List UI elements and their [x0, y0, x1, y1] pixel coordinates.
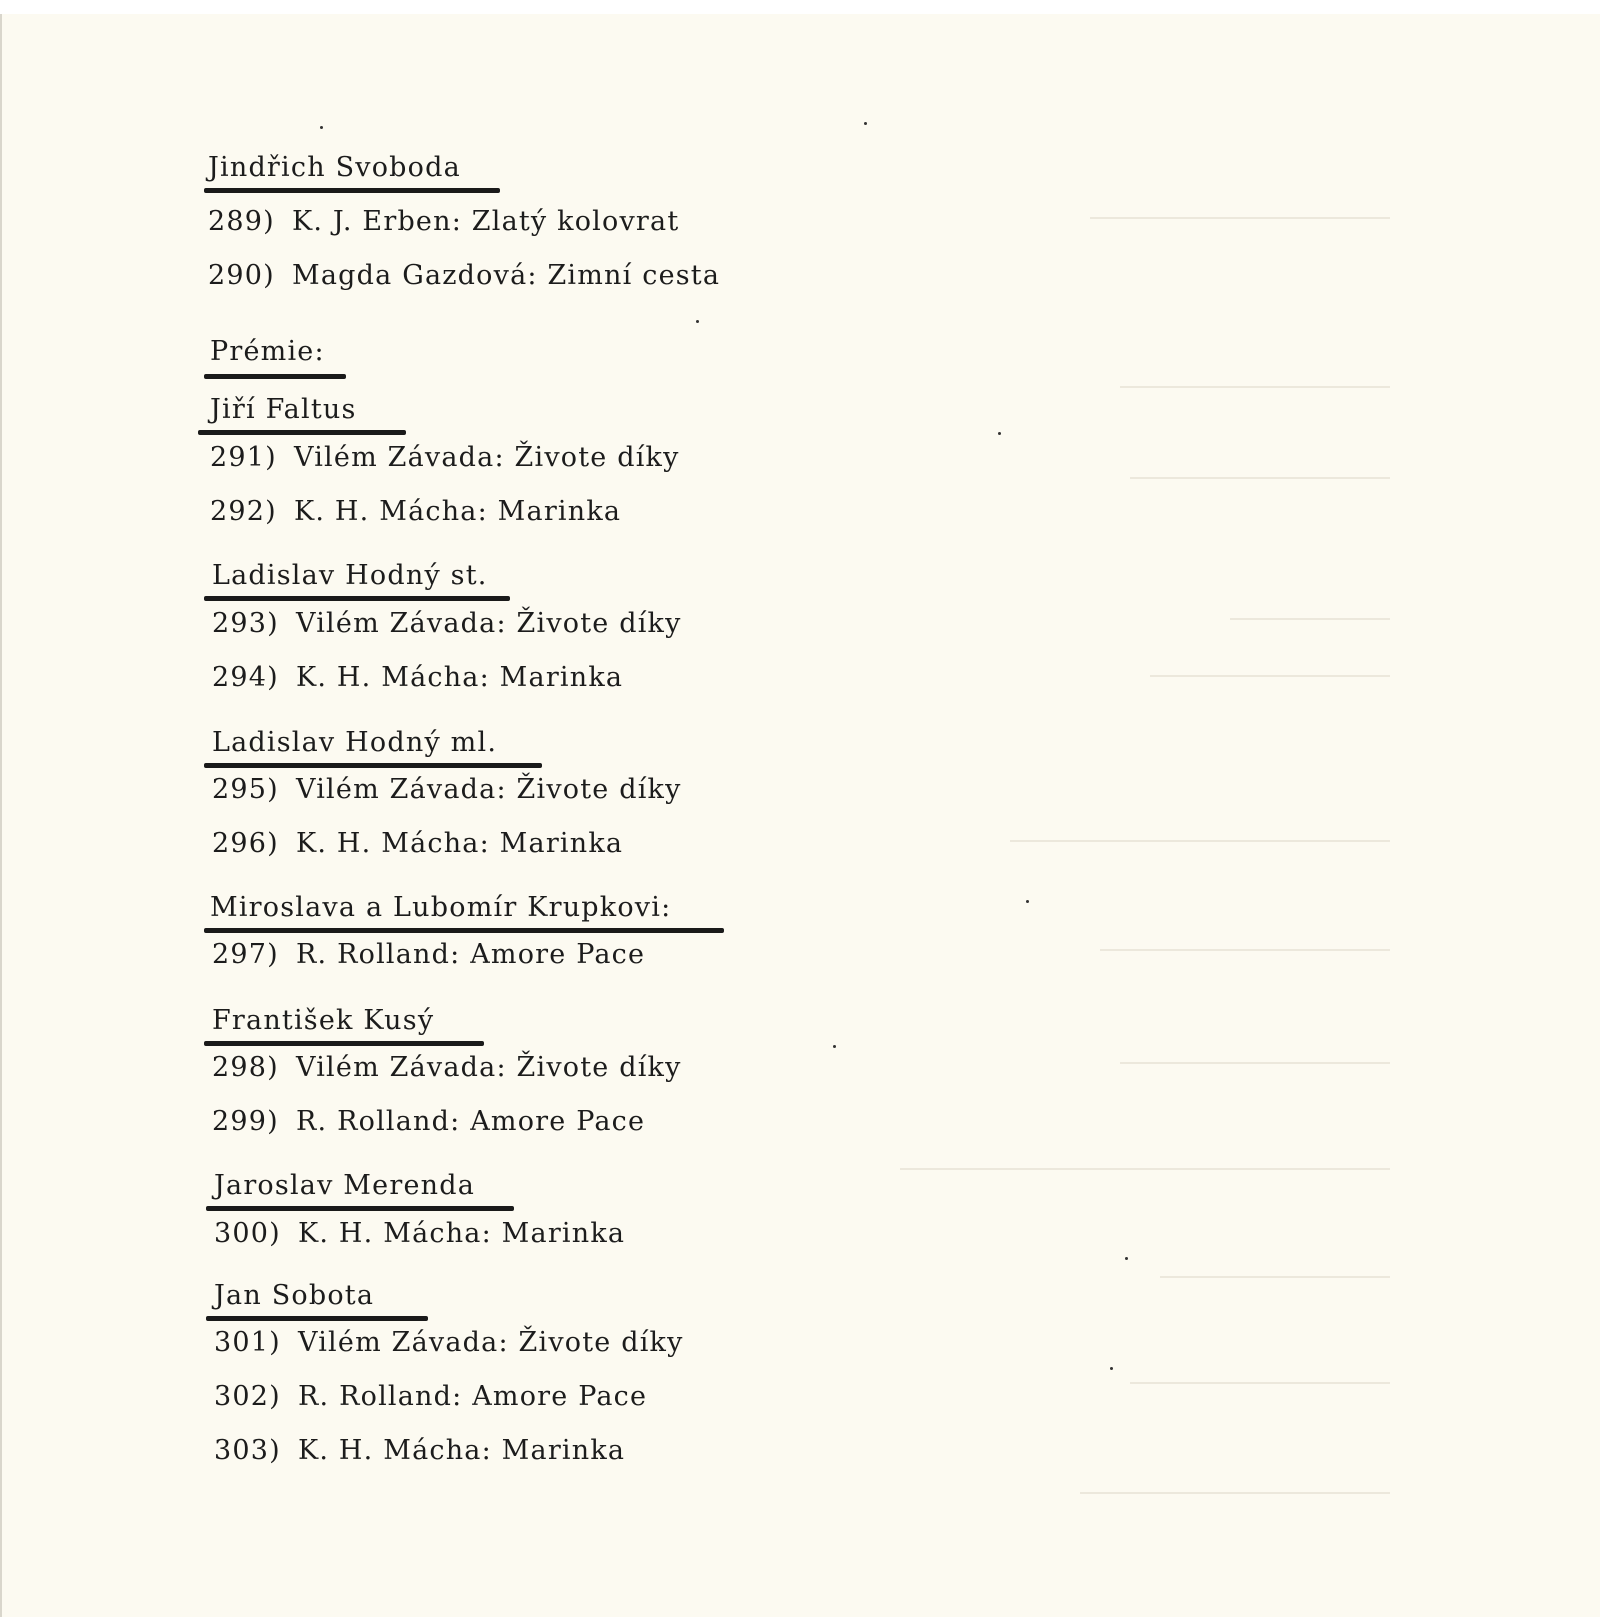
item-number: 289) [208, 206, 275, 237]
heading-underline [204, 374, 346, 379]
bleed-through-line [1100, 949, 1390, 951]
list-item [212, 662, 623, 693]
item-number: 297) [212, 939, 279, 970]
item-number: 302) [214, 1381, 281, 1412]
bleed-through-line [1010, 840, 1390, 842]
bleed-through-line [1230, 618, 1390, 620]
item-title: Vilém Závada: Živote díky [296, 1052, 682, 1083]
item-title: Vilém Závada: Živote díky [298, 1327, 684, 1358]
item-number: 299) [212, 1106, 279, 1137]
list-item [212, 774, 682, 805]
section-heading: Jan Sobota [214, 1280, 375, 1311]
item-number: 295) [212, 774, 279, 805]
item-number: 294) [212, 662, 279, 693]
list-item [208, 206, 679, 237]
bleed-through-line [1080, 1492, 1390, 1494]
item-title: K. H. Mácha: Marinka [298, 1218, 626, 1249]
bleed-through-line [1120, 386, 1390, 388]
section-heading: Miroslava a Lubomír Krupkovi: [210, 892, 672, 923]
item-title: Vilém Závada: Živote díky [296, 608, 682, 639]
list-item [212, 939, 645, 970]
item-title: R. Rolland: Amore Pace [298, 1381, 648, 1412]
heading-underline [206, 1206, 514, 1211]
item-number: 291) [210, 442, 277, 473]
item-title: Magda Gazdová: Zimní cesta [292, 260, 721, 291]
list-item [214, 1435, 625, 1466]
ink-speck [1125, 1257, 1128, 1260]
bleed-through-line [1120, 1062, 1390, 1064]
item-title: K. H. Mácha: Marinka [296, 828, 624, 859]
item-number: 293) [212, 608, 279, 639]
item-number: 300) [214, 1218, 281, 1249]
list-item [214, 1381, 647, 1412]
list-item [214, 1218, 625, 1249]
item-title: R. Rolland: Amore Pace [296, 1106, 646, 1137]
item-number: 298) [212, 1052, 279, 1083]
section-heading: Ladislav Hodný ml. [212, 727, 498, 758]
list-item [210, 442, 680, 473]
ink-speck [1026, 900, 1029, 903]
list-item [214, 1327, 684, 1358]
section-heading: Jaroslav Merenda [214, 1170, 475, 1201]
item-title: K. J. Erben: Zlatý kolovrat [292, 206, 680, 237]
item-title: K. H. Mácha: Marinka [296, 662, 624, 693]
list-item [212, 828, 623, 859]
heading-underline [204, 1041, 484, 1046]
list-item [210, 496, 621, 527]
bleed-through-line [900, 1168, 1390, 1170]
section-heading: František Kusý [212, 1005, 435, 1036]
item-title: K. H. Mácha: Marinka [298, 1435, 626, 1466]
list-item [212, 608, 682, 639]
item-title: K. H. Mácha: Marinka [294, 496, 622, 527]
ink-speck [833, 1045, 836, 1048]
heading-underline [204, 928, 724, 933]
heading-underline [204, 763, 542, 768]
item-title: Vilém Závada: Živote díky [296, 774, 682, 805]
heading-underline [198, 430, 406, 435]
bleed-through-line [1130, 477, 1390, 479]
list-item [208, 260, 720, 291]
list-item [212, 1106, 645, 1137]
item-number: 290) [208, 260, 275, 291]
ink-speck [1110, 1367, 1113, 1370]
item-number: 301) [214, 1327, 281, 1358]
heading-underline [204, 188, 500, 193]
section-heading: Jindřich Svoboda [208, 152, 461, 183]
ink-speck [998, 432, 1001, 435]
bleed-through-line [1090, 217, 1390, 219]
ink-speck [864, 122, 867, 125]
heading-underline [206, 1316, 428, 1321]
section-heading: Ladislav Hodný st. [212, 560, 488, 591]
item-number: 292) [210, 496, 277, 527]
item-number: 303) [214, 1435, 281, 1466]
ink-speck [320, 126, 323, 129]
list-item [212, 1052, 682, 1083]
ink-speck [696, 320, 699, 323]
bleed-through-line [1160, 1276, 1390, 1278]
item-title: Vilém Závada: Živote díky [294, 442, 680, 473]
heading-underline [204, 596, 510, 601]
section-heading: Jiří Faltus [210, 394, 357, 425]
document-page [0, 14, 1600, 1617]
item-number: 296) [212, 828, 279, 859]
item-title: R. Rolland: Amore Pace [296, 939, 646, 970]
bleed-through-line [1150, 675, 1390, 677]
section-heading: Prémie: [210, 336, 325, 367]
bleed-through-line [1130, 1382, 1390, 1384]
